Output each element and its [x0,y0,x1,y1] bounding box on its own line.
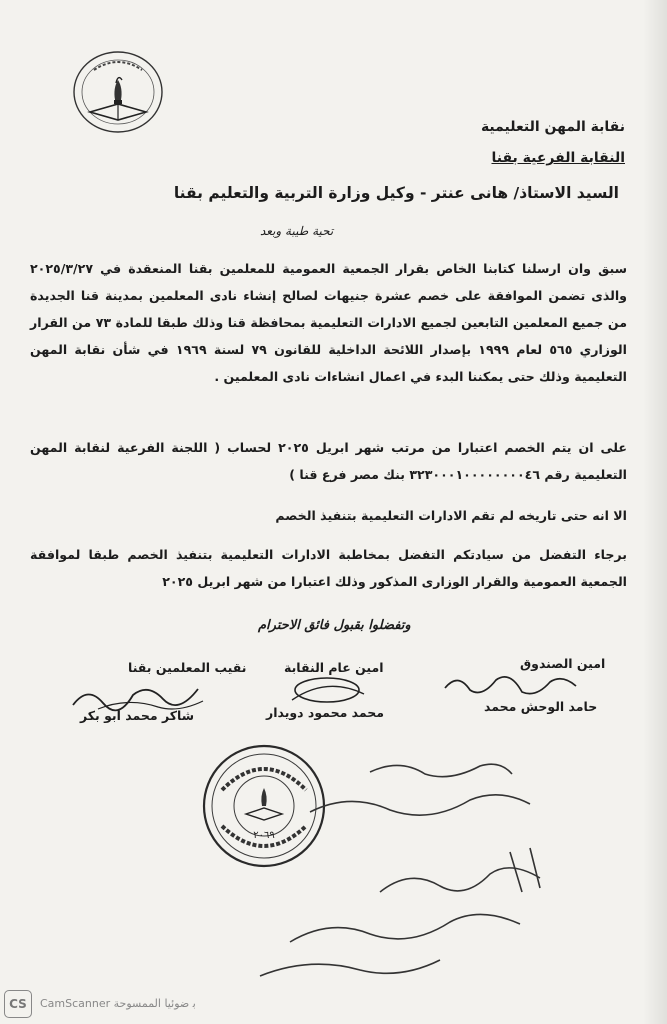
branch-name: النقابة الفرعية بقنا [491,150,625,166]
handwritten-signature-icon [282,672,372,708]
stamp-number: ٢٠٦٩ [253,830,275,841]
body-paragraph-4: برجاء التفضل من سيادتكم التفضل بمخاطبة الادارات التعليمية بتنفيذ الخصم طبقا لموافقة الجمعية العمومية والقرار الوزارى المذكور وذلك اعتبارا من شهر ابريل ٢٠٢٥ [30,547,627,589]
camscanner-logo-icon: CS [4,990,32,1018]
body-paragraph-3: الا انه حتى تاريخه لم تقم الادارات التعليمية بتنفيذ الخصم [275,508,627,523]
signature-name-secretary: محمد محمود دويدار [266,705,385,720]
union-logo-icon [70,50,166,136]
signature-title-treasurer: امين الصندوق [520,656,606,671]
org-name: نقابة المهن التعليمية [480,119,625,135]
addressee-line: السيد الاستاذ/ هانى عنتر - وكيل وزارة التربية والتعليم بقنا [173,184,619,202]
signature-name-treasurer: حامد الوحش محمد [484,699,598,714]
signature-title-secretary: امين عام النقابة [284,660,384,675]
handwritten-annotation-icon [250,752,580,982]
handwritten-signature-icon [440,668,580,702]
body-paragraph-1: سبق وان ارسلنا كتابنا الخاص بقرار الجمعية العمومية للمعلمين بقنا المنعقدة في ٢٠٢٥/٣/٢٧ والذى تضمن الموافقة على خصم عشرة جنيهات لصالح إنشاء نادى المعلمين بمدينة قنا الجديدة من جميع المعلمين التابعين لجميع الادارات التعليمية بمحافظة قنا وذلك طبقا للمادة ٧٣ من القرار الوزاري ٥٦٥ لعام ١٩٩٩ بإصدار اللائحة الداخلية للقانون ٧٩ لسنة ١٩٦٩ في شأن نقابة المهن التعليمية وذلك حتى يمكننا البدء في اعمال انشاءات نادى المعلمين . [30,261,627,384]
signature-name-head: شاكر محمد ابو بكر [80,708,194,723]
signature-title-head: نقيب المعلمين بقنا [128,660,247,675]
page-edge-shadow [643,0,667,1024]
greeting: تحية طيبة وبعد [260,224,334,238]
closing-line: وتفضلوا بقبول فائق الاحترام [258,618,411,633]
body-paragraph-2: على ان يتم الخصم اعتبارا من مرتب شهر ابريل ٢٠٢٥ لحساب ( اللجنة الفرعية لنقابة المهن التعليمية رقم ٣٢٣٠٠٠١٠٠٠٠٠٠٠٠٤٦ بنك مصر فرع قنا ) [30,440,627,482]
scanner-watermark: CamScanner ﺑ ﺿﻮﺋﻴﺎ اﻟﻤﻤﺴﻮﺣﺔ [40,997,196,1010]
